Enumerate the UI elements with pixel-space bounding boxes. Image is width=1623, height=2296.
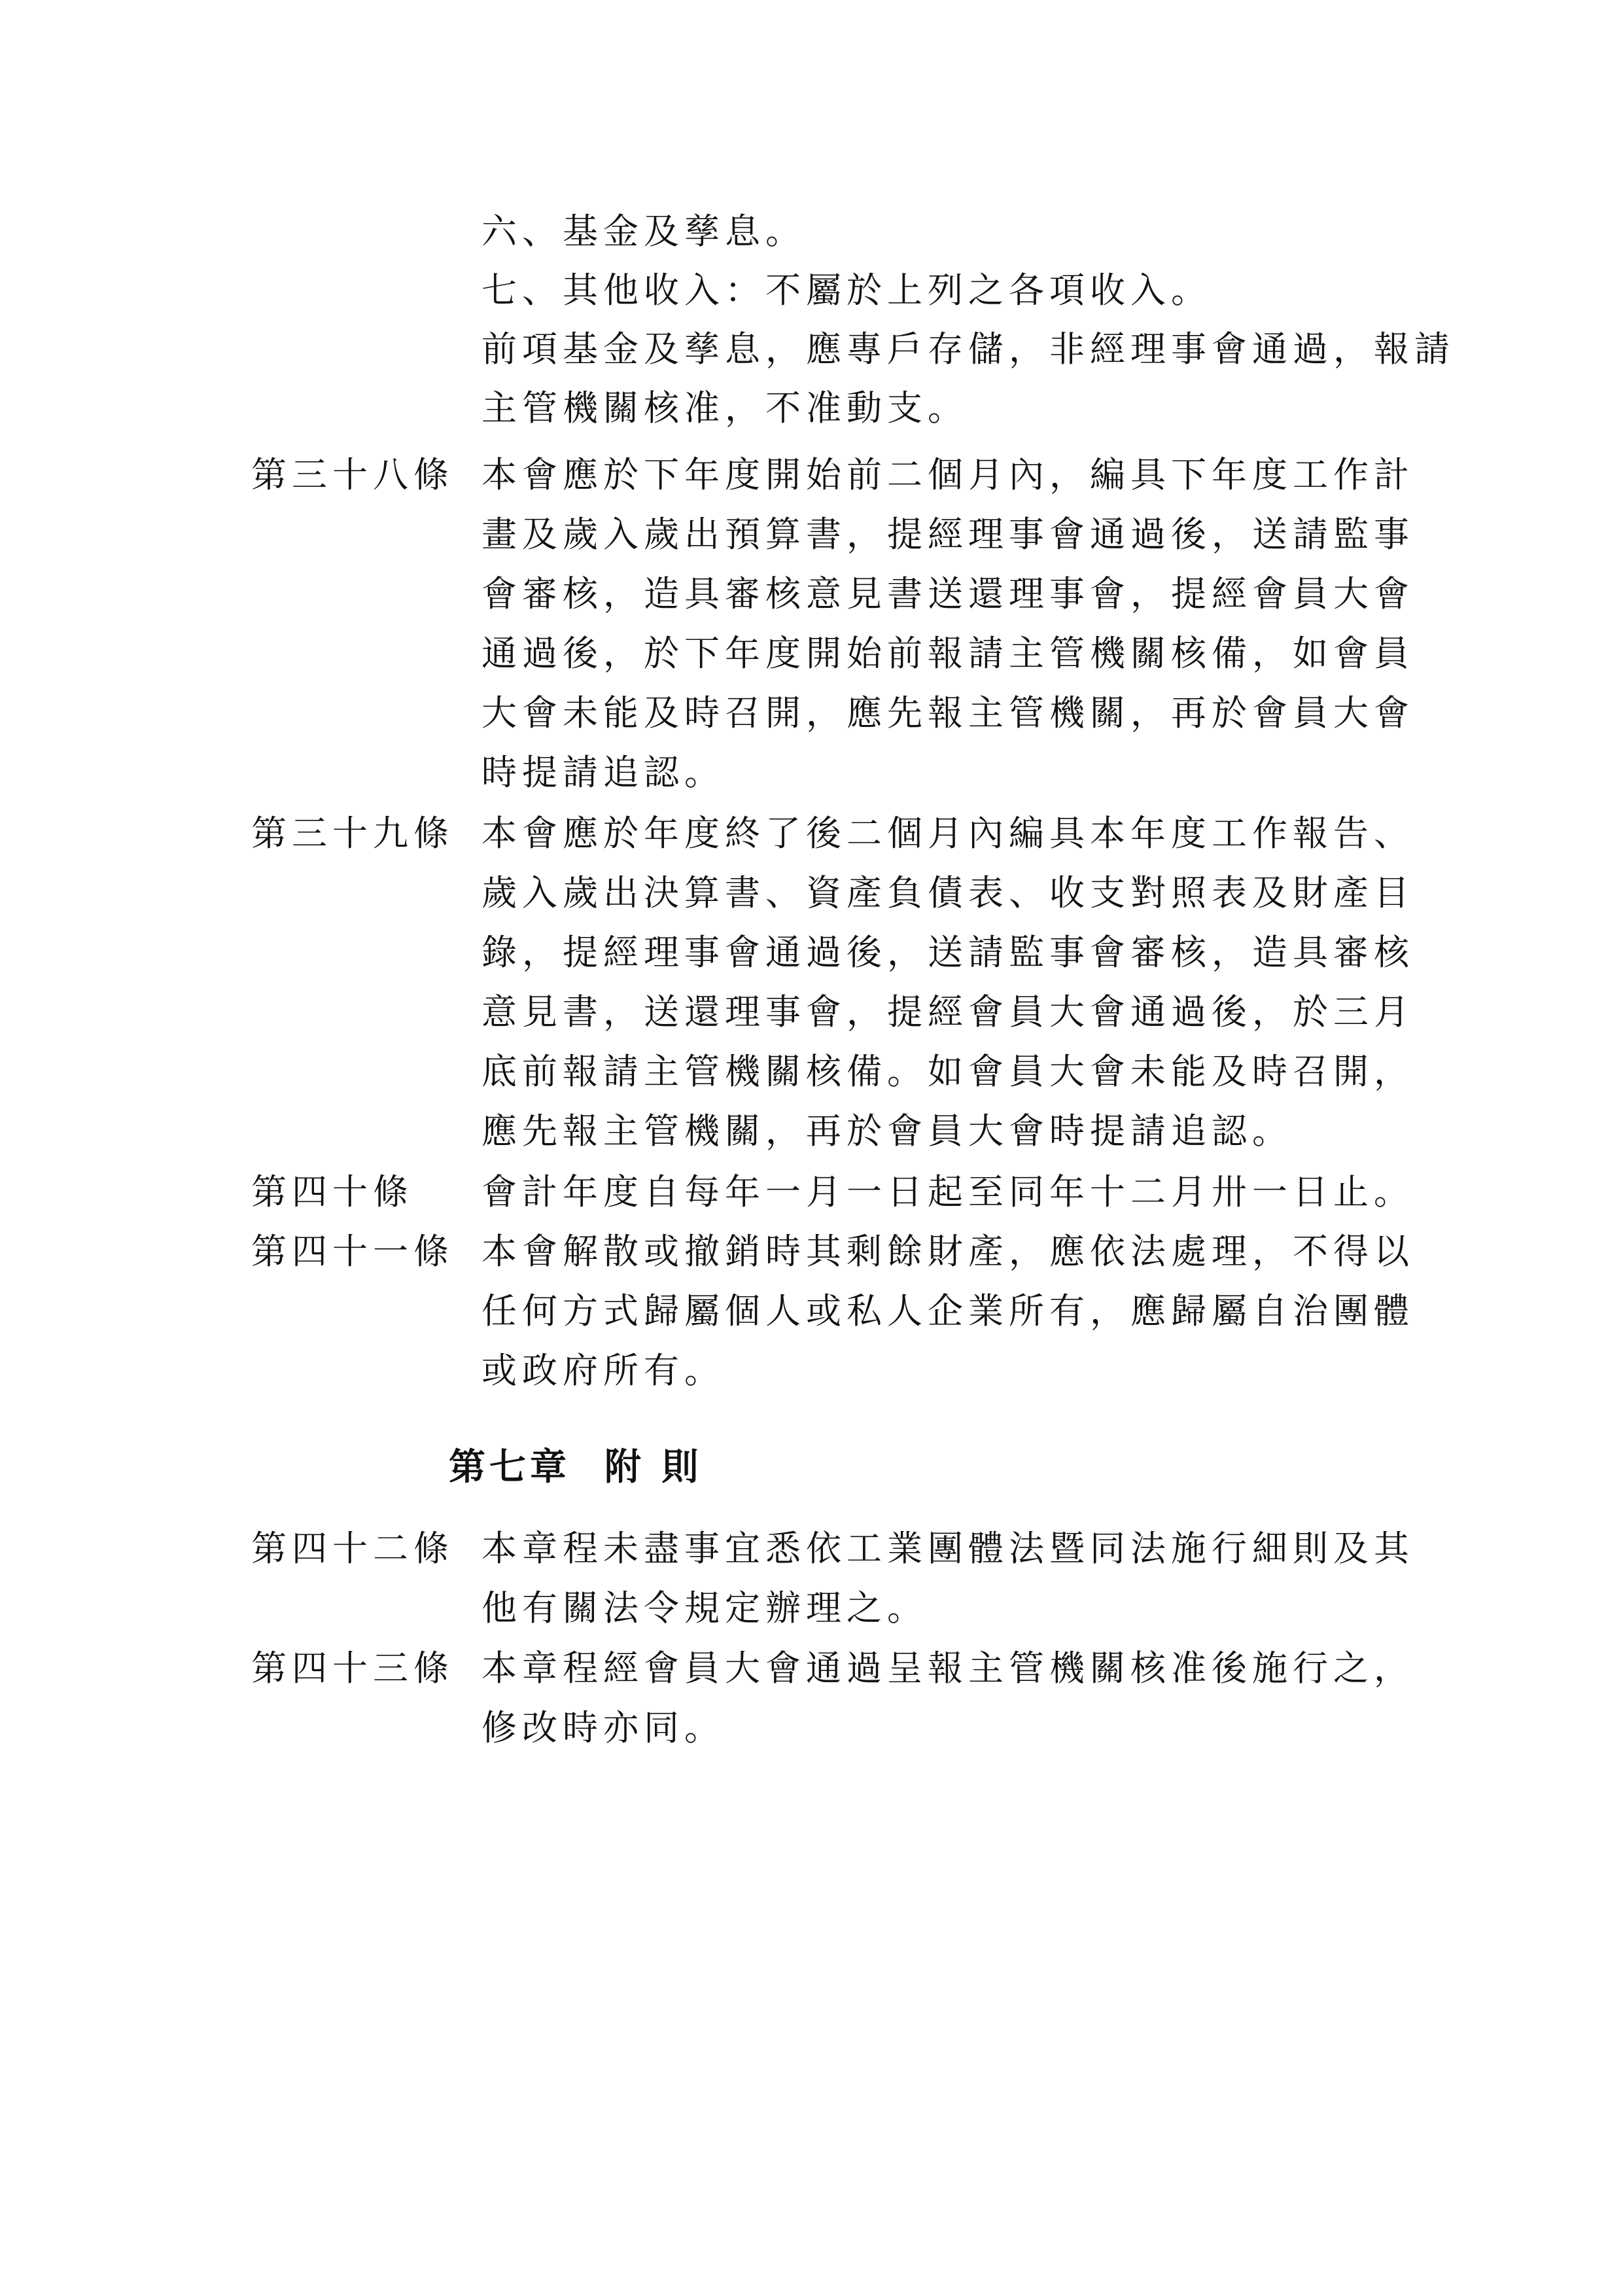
article-line: 通過後，於下年度開始前報請主管機關核備，如會員 <box>481 633 1414 674</box>
article-line: 大會未能及時召開，應先報主管機關，再於會員大會 <box>481 692 1414 733</box>
article-label: 第三十八條 <box>251 454 454 495</box>
article-line: 錄，提經理事會通過後，送請監事會審核，造具審核 <box>481 932 1414 973</box>
article-line: 會審核，造具審核意見書送還理事會，提經會員大會 <box>481 573 1414 614</box>
article-line: 本會解散或撤銷時其剩餘財產，應依法處理，不得以 <box>481 1231 1414 1272</box>
article-label: 第四十二條 <box>251 1528 454 1569</box>
chapter-heading <box>449 1439 703 1494</box>
article-line: 時提請追認。 <box>481 752 725 793</box>
chapter-title: 附 則 <box>604 1445 703 1489</box>
article-line: 底前報請主管機關核備。如會員大會未能及時召開， <box>481 1051 1414 1092</box>
article-line: 本章程未盡事宜悉依工業團體法暨同法施行細則及其 <box>481 1528 1414 1569</box>
article-line: 歲入歲出決算書、資產負債表、收支對照表及財產目 <box>481 872 1414 913</box>
article-line: 他有關法令規定辦理之。 <box>481 1587 928 1629</box>
article-label: 第四十三條 <box>251 1648 454 1689</box>
article-label: 第四十條 <box>251 1171 413 1212</box>
article-line: 意見書，送還理事會，提經會員大會通過後，於三月 <box>481 991 1414 1033</box>
article-line: 任何方式歸屬個人或私人企業所有，應歸屬自治團體 <box>481 1290 1414 1332</box>
intro-line: 六、基金及孳息。 <box>481 211 806 252</box>
intro-line: 前項基金及孳息，應專戶存儲，非經理事會通過，報請 <box>481 328 1455 370</box>
article-line: 本會應於下年度開始前二個月內，編具下年度工作計 <box>481 454 1414 495</box>
article-label: 第三十九條 <box>251 813 454 854</box>
article-line: 或政府所有。 <box>481 1350 725 1391</box>
article-line: 本會應於年度終了後二個月內編具本年度工作報告、 <box>481 813 1414 854</box>
article-line: 本章程經會員大會通過呈報主管機關核准後施行之， <box>481 1648 1414 1689</box>
article-line: 畫及歲入歲出預算書，提經理事會通過後，送請監事 <box>481 514 1414 555</box>
chapter-number: 第七章 <box>449 1445 570 1489</box>
article-label: 第四十一條 <box>251 1231 454 1272</box>
article-line: 會計年度自每年一月一日起至同年十二月卅一日止。 <box>481 1171 1414 1212</box>
intro-line: 七、其他收入：不屬於上列之各項收入。 <box>481 270 1212 311</box>
article-line: 應先報主管機關，再於會員大會時提請追認。 <box>481 1110 1293 1152</box>
article-line: 修改時亦同。 <box>481 1707 725 1748</box>
intro-line: 主管機關核准，不准動支。 <box>481 387 968 429</box>
